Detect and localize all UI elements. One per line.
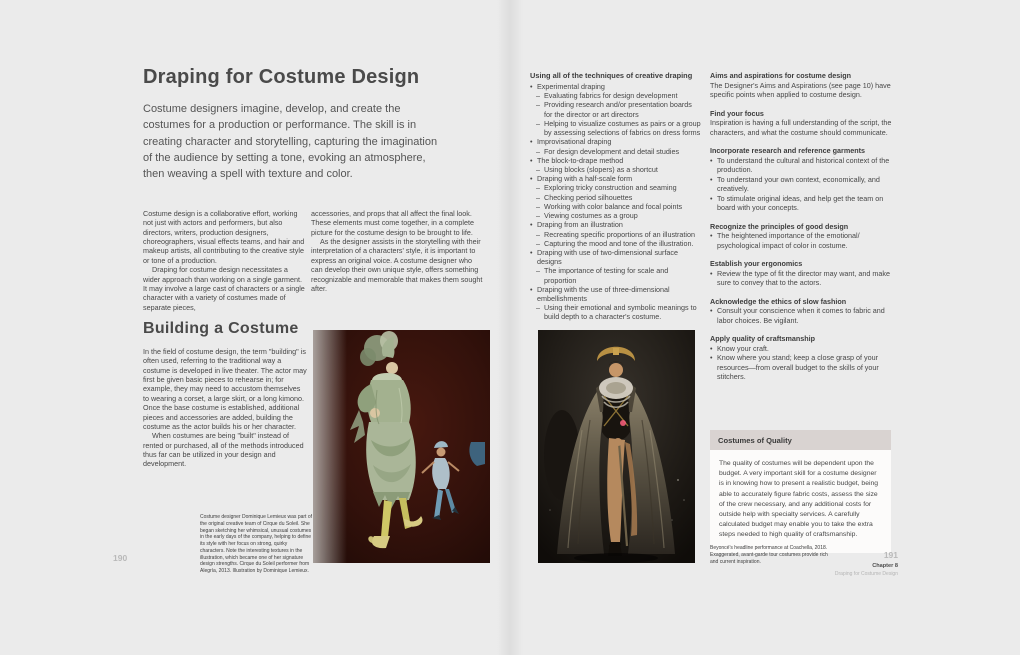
aims-item: Incorporate research and reference garments [710, 146, 865, 155]
page-gutter [497, 0, 523, 655]
aims-item: • To understand your own context, economically, and creatively. [710, 175, 893, 194]
aims-item: Find your focus [710, 108, 764, 118]
aims-item: Acknowledge the ethics of slow fashion [710, 296, 847, 306]
sidebar-box-body: The quality of costumes will be dependent upon the budget. A very important skill for a costume designer is in knowing how to present a realistic budget, being able to accurately figure fabric costs, assess the size of the crew necessary, and any additional costs for outside help with specialty services. A carefully calculated budget may enable you to take the extra steps needed to high quality of craftsmanship. [710, 450, 891, 553]
list-item: • Draping from an illustration [530, 220, 702, 229]
aims-item: Inspiration is having a full understanding of the script, the characters, and what the costume should communicate. [710, 118, 892, 137]
aims-item: Recognize the principles of good design [710, 221, 849, 231]
paragraph: accessories, and props that all affect the final look. These elements must come together, in a complete picture for the costume design to be brought to life. [311, 209, 474, 237]
paragraph: Draping for costume design necessitates a wider approach than working on a single garment. It may involve a large cast of characters or a single character with a variety of costumes made of separate pieces, [143, 265, 305, 312]
list-item: – Using their emotional and symbolic meanings to build depth to a character's costume. [530, 303, 702, 321]
list-item: • Draping with a half-scale form [530, 174, 702, 183]
list-item: – Capturing the mood and tone of the illustration. [530, 239, 702, 248]
list-item: • Improvisational draping [530, 137, 702, 146]
list-item: • Draping with the use of three-dimensional embellishments [530, 285, 702, 303]
intro-paragraph: Costume designers imagine, develop, and create the costumes for a production or performance. The skill is in creating character and storytelling, capturing the imagination of the audience by setting a tone, evoking an atmosphere, then weaving a spell with texture and color. [143, 103, 438, 181]
list-item: – Checking period silhouettes [530, 193, 702, 202]
right-body-column-1 [530, 71, 702, 322]
list-heading: Using all of the techniques of creative draping [530, 71, 693, 80]
list-item: – Viewing costumes as a group [530, 211, 702, 220]
list-item: – Exploring tricky construction and seaming [530, 183, 702, 192]
page-title: Draping for Costume Design [143, 66, 420, 88]
list-item: – Providing research and/or presentation boards for the director or art directors [530, 100, 702, 118]
list-item: – Helping to visualize costumes as pairs or a group by assessing selections of fabrics on dress forms [530, 119, 702, 137]
quality-sidebar-box [710, 430, 891, 553]
left-body-column-1 [143, 209, 306, 312]
paragraph: As the designer assists in the storytelling with their interpretation of a characters' style, it is important to express an original voice. A costume designer who can develop their own unique style, offers something recognizable and memorable that makes them sought after. [311, 237, 483, 293]
aims-item: • Consult your conscience when it comes to fabric and labor choices. Be vigilant. [710, 306, 893, 325]
left-body-column-2 [311, 209, 484, 293]
aims-item: Aims and aspirations for costume design [710, 71, 851, 80]
footer-chapter-title: Draping for Costume Design [834, 571, 898, 577]
list-item: – Using blocks (slopers) as a shortcut [530, 165, 702, 174]
costume-illustration-image [313, 330, 490, 563]
list-item: • Draping with use of two-dimensional surface designs [530, 248, 702, 266]
photo-caption: Beyoncé's headline performance at Coachella, 2018. Exaggerated, avant-garde tour costumes provide rich and current inspiration. [710, 545, 828, 565]
list-item: • The block-to-drape method [530, 156, 702, 165]
techniques-list [530, 82, 702, 322]
aims-item: • The heightened importance of the emotional/ psychological impact of color in costume. [710, 231, 893, 250]
sidebar-box-title: Costumes of Quality [710, 430, 891, 450]
aims-item: Apply quality of craftsmanship [710, 334, 816, 343]
list-item: • Experimental draping [530, 82, 702, 91]
right-body-column-2 [710, 71, 893, 382]
paragraph: In the field of costume design, the term "building" is often used, referring to the traditional way a costume is developed in live theater. The actor may first be given basic pieces to rehearse in; for example, they may need to accustom themselves to wearing a corset, a large skirt, or a long kimono. Once the base costume is established, additional pieces and accessories are added, building the costume as the actor builds his or her character. [143, 347, 307, 431]
aims-item: The Designer's Aims and Aspirations (see page 10) have specific points when applied to costume design. [710, 80, 891, 99]
illustration-caption: Costume designer Dominique Lemieux was part of the original creative team of Cirque du Soleil. She began sketching her whimsical, unusual costumes in the early days of the company, helping to define its style with her focus on strong, quirky characters. Note the interesting textures in the illustration, which became one of her signature design strengths. Cirque du Soleil performer from Alegría, 2013. Illustration by Dominique Lemieux. [200, 514, 312, 574]
list-item: – Recreating specific proportions of an illustration [530, 230, 702, 239]
aims-item: • Review the type of fit the director may want, and make sure to convey that to the actors. [710, 269, 893, 288]
footer-chapter: Chapter 8 [872, 563, 898, 569]
section-heading: Building a Costume [143, 320, 299, 337]
page-number-left: 190 [113, 553, 128, 563]
aims-item: Establish your ergonomics [710, 259, 803, 268]
paragraph: When costumes are being "built" instead of rented or purchased, all of the methods introduced thus far can be utilized in your design and development. [143, 431, 304, 469]
aims-item: • To stimulate original ideas, and help get the team on board with your concepts. [710, 194, 893, 213]
aims-item: • Know where you stand; keep a close grasp of your resources—from overall budget to the skills of your stitchers. [710, 353, 893, 382]
section-body [143, 347, 307, 469]
list-item: – For design development and detail studies [530, 147, 702, 156]
performance-photo [538, 330, 695, 563]
list-item: – Working with color balance and focal points [530, 202, 702, 211]
list-item: – Evaluating fabrics for design development [530, 91, 702, 100]
aims-item: • Know your craft. [710, 344, 893, 354]
list-item: – The importance of testing for scale and proportion [530, 266, 702, 284]
aims-item: • To understand the cultural and historical context of the production. [710, 156, 893, 175]
page-number-right: 191 [883, 550, 898, 560]
paragraph: Costume design is a collaborative effort, working not just with actors and performers, but also directors, writers, production designers, choreographers, visual effects teams, and hair and makeup artists, all contributing to the creative style or tone of a production. [143, 209, 305, 265]
